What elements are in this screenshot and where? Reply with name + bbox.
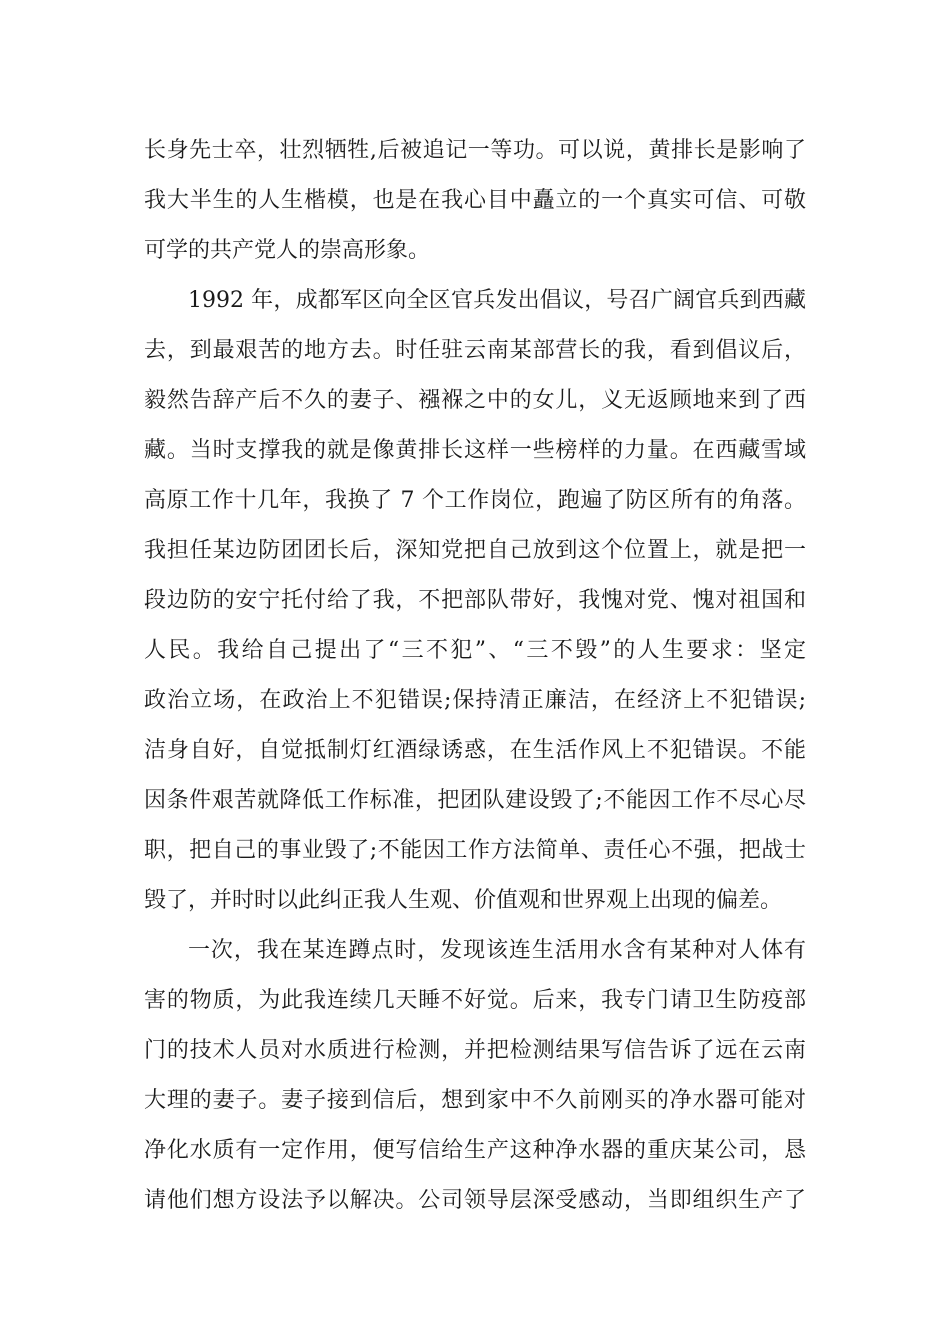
text-line: 门的技术人员对水质进行检测，并把检测结果写信告诉了远在云南: [144, 1038, 806, 1063]
text-line: 政治立场，在政治上不犯错误;保持清正廉洁，在经济上不犯错误;: [144, 688, 806, 713]
text-line: 毅然告辞产后不久的妻子、襁褓之中的女儿，义无返顾地来到了西: [144, 388, 806, 413]
text-line: 我担任某边防团团长后，深知党把自己放到这个位置上，就是把一: [144, 538, 806, 563]
text-line: 我大半生的人生楷模，也是在我心目中矗立的一个真实可信、可敬: [144, 188, 806, 213]
text-line: 一次，我在某连蹲点时，发现该连生活用水含有某种对人体有: [188, 938, 806, 963]
text-line: 藏。当时支撑我的就是像黄排长这样一些榜样的力量。在西藏雪域: [144, 438, 806, 463]
text-line: 高原工作十几年，我换了 7 个工作岗位，跑遍了防区所有的角落。: [144, 488, 806, 513]
text-line: 洁身自好，自觉抵制灯红酒绿诱惑，在生活作风上不犯错误。不能: [144, 738, 806, 763]
text-line: 毁了，并时时以此纠正我人生观、价值观和世界观上出现的偏差。: [144, 888, 783, 913]
text-line: 1992 年，成都军区向全区官兵发出倡议，号召广阔官兵到西藏: [188, 288, 806, 313]
text-line: 人民。我给自己提出了“三不犯”、“三不毁”的人生要求：坚定: [144, 638, 806, 663]
text-line: 害的物质，为此我连续几天睡不好觉。后来，我专门请卫生防疫部: [144, 988, 806, 1013]
text-line: 净化水质有一定作用，便写信给生产这种净水器的重庆某公司，恳: [144, 1138, 806, 1163]
text-line: 段边防的安宁托付给了我，不把部队带好，我愧对党、愧对祖国和: [144, 588, 806, 613]
body-text: [144, 126, 806, 1226]
text-line: 可学的共产党人的崇高形象。: [144, 238, 431, 263]
text-line: 长身先士卒，壮烈牺牲,后被追记一等功。可以说，黄排长是影响了: [144, 138, 806, 163]
text-line: 去，到最艰苦的地方去。时任驻云南某部营长的我，看到倡议后，: [144, 338, 806, 363]
text-line: 请他们想方设法予以解决。公司领导层深受感动，当即组织生产了: [144, 1188, 806, 1213]
text-line: 因条件艰苦就降低工作标准，把团队建设毁了;不能因工作不尽心尽: [144, 788, 806, 813]
text-line: 大理的妻子。妻子接到信后，想到家中不久前刚买的净水器可能对: [144, 1088, 806, 1113]
text-line: 职，把自己的事业毁了;不能因工作方法简单、责任心不强，把战士: [144, 838, 806, 863]
